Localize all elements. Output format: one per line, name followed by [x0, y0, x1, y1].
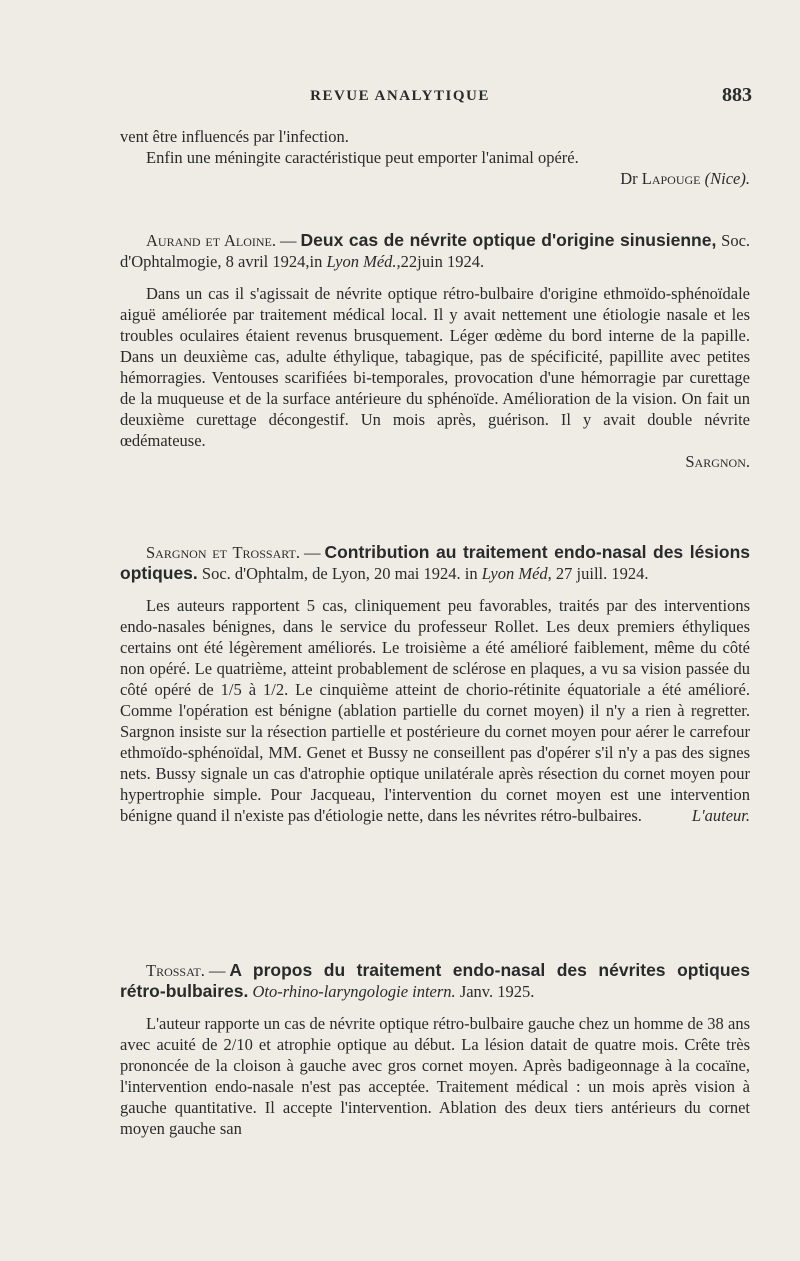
article-3-header	[120, 960, 750, 1002]
running-title: REVUE ANALYTIQUE	[310, 88, 490, 104]
article-3-date: Janv. 1925.	[459, 982, 535, 1001]
article-1-source: Soc. d'Ophtalmogie, 8 avril 1924,in	[120, 231, 751, 271]
article-2-signature: L'auteur.	[691, 806, 750, 825]
article-1-header	[120, 230, 750, 272]
article-3-authors: Trossat.	[146, 961, 205, 980]
article-3-journal: Oto-rhino-laryngologie intern.	[252, 982, 456, 1001]
article-1-title: Deux cas de névrite optique d'origine sinusienne,	[300, 230, 717, 250]
article-3	[120, 960, 750, 1139]
continuation-line-2: Enfin une méningite caractéristique peut emporter l'animal opéré.	[146, 148, 579, 167]
signature-name: Lapouge	[641, 169, 701, 188]
article-1-date: 22juin 1924.	[400, 252, 485, 271]
article-2-authors: Sargnon et Trossart.	[146, 543, 300, 562]
article-1-journal: Lyon Méd.,	[326, 252, 401, 271]
continuation-block	[120, 126, 750, 189]
article-2	[120, 542, 750, 826]
article-3-title: A propos du traitement endo-nasal des névrites optiques rétro-bulbaires.	[120, 960, 750, 1001]
article-2-body: Les auteurs rapportent 5 cas, cliniquement peu favorables, traités par des interventions endo-nasales bénignes, dans le service du professeur Rollet. Les deux premiers éthyliques certains ont été légèrement améliorés. Le troisième a été amélioré faiblement, même du côté non opéré. Le quatrième, atteint probablement de sclérose en plaques, a vu sa vision passée du côté opéré de 1/5 à 1/2. Le cinquième atteint de chorio-rétinite équatoriale a été amélioré. Comme l'opération est bénigne (ablation partielle du cornet moyen) il n'y a rien à regretter. Sargnon insiste sur la résection partielle et postérieure du cornet moyen pour aérer le carrefour ethmoïdo-sphénoïdal, MM. Genet et Bussy ne conseillent pas d'opérer s'il n'y a pas des signes nets. Bussy signale un cas d'atrophie optique unilatérale après résection du cornet moyen pour hypertrophie simple. Pour Jacqueau, l'intervention du cornet moyen est une intervention bénigne quand il n'existe pas d'étiologie nette, dans les névrites rétro-bulbaires.	[120, 596, 750, 825]
article-2-source: Soc. d'Ophtalm, de Lyon, 20 mai 1924.	[201, 564, 461, 583]
article-2-journal-prefix: in	[464, 564, 478, 583]
continuation-line-1: vent être influencés par l'infection.	[120, 127, 349, 146]
article-1-authors: Aurand et Aloine.	[146, 231, 277, 250]
article-3-dash: —	[208, 961, 226, 980]
article-2-title: Contribution au traitement endo-nasal des lésions optiques.	[120, 542, 751, 583]
signature-title: Dr	[620, 169, 638, 188]
signature-place: (Nice).	[704, 169, 750, 188]
article-2-journal: Lyon Méd	[481, 564, 548, 583]
article-1-signature: Sargnon.	[685, 452, 750, 471]
article-3-body: L'auteur rapporte un cas de névrite optique rétro-bulbaire gauche chez un homme de 38 ans avec acuité de 2/10 et atrophie optique au début. La lésion datait de quatre mois. Crête très prononcée de la cloison à gauche avec gros cornet moyen. Après badigeonnage à la cocaïne, l'intervention endo-nasale n'est pas acceptée. Traitement médical : un mois après vision à gauche quantitative. Il accepte l'intervention. Ablation des deux tiers antérieurs du cornet moyen gauche san	[120, 1014, 750, 1138]
page-number: 883	[722, 84, 752, 106]
article-1	[120, 230, 750, 472]
article-1-body: Dans un cas il s'agissait de névrite optique rétro-bulbaire d'origine ethmoïdo-sphénoïdale aiguë améliorée par traitement médical local. Il y avait nettement une étiologie nasale et les troubles oculaires étaient revenus brusquement. Léger œdème du bord interne de la papille. Dans un deuxième cas, adulte éthylique, tabagique, pas de spécificité, papillite avec petites hémorragies. Ventouses scarifiées bi-temporales, provocation d'une hémorragie par curettage de la muqueuse et de la surface antérieure du sphénoïde. Amélioration de la vision. On fait un deuxième curettage décongestif. Un mois après, guérison. Il y avait double névrite œdémateuse.	[120, 284, 750, 450]
article-2-date: , 27 juill. 1924.	[547, 564, 649, 583]
continuation-signature	[120, 168, 750, 189]
article-1-dash: —	[280, 231, 297, 250]
article-2-header	[120, 542, 750, 584]
article-2-dash: —	[303, 543, 321, 562]
